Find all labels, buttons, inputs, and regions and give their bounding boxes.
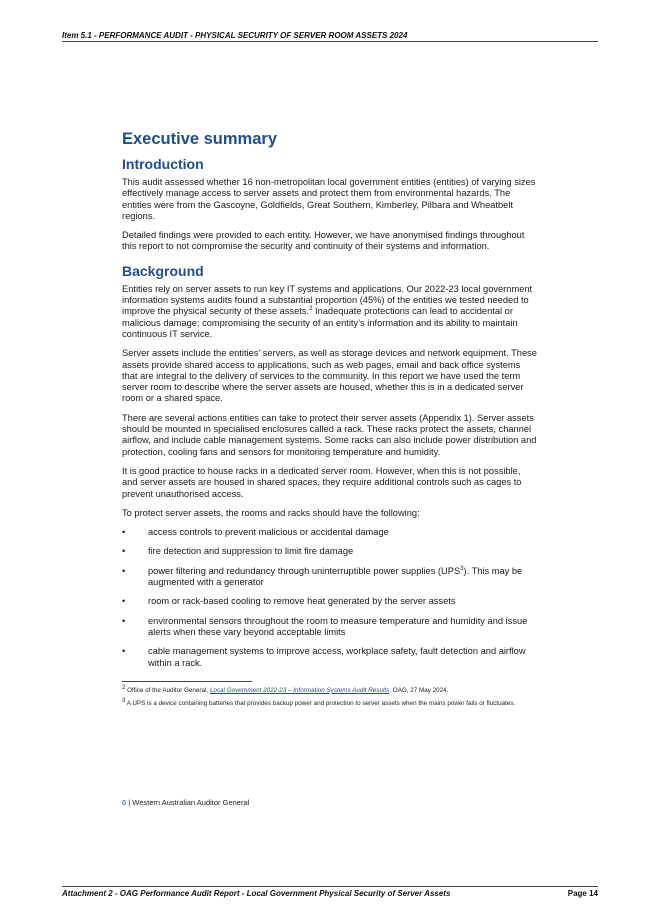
bullet-icon: • [122, 527, 126, 538]
attachment-title: Attachment 2 - OAG Performance Audit Report - Local Government Physical Security of Server Assets [62, 889, 451, 898]
list-item-text: cable management systems to improve access, workplace safety, fault detection and airflow within a rack. [148, 646, 526, 668]
list-item [122, 527, 537, 538]
bullet-icon: • [122, 646, 126, 657]
intro-paragraph-1: This audit assessed whether 16 non-metropolitan local government entities (entities) of varying sizes effectively manage access to server assets and protect them from environmental hazards. The entities were from the Gascoyne, Goldfields, Great Southern, Kimberley, Pilbara and Wheatbelt regions. [122, 177, 536, 221]
footnote-ref-3[interactable]: 3 [460, 565, 464, 572]
protection-list [122, 527, 537, 669]
footnote-ref-2[interactable]: 2 [309, 306, 313, 313]
list-item-text: environmental sensors throughout the room to measure temperature and humidity and issue alerts when these vary beyond acceptable limits [148, 615, 528, 637]
background-paragraph-4: It is good practice to house racks in a dedicated server room. However, when this is not possible, and server assets are housed in shared spaces, they require additional controls such as cages to prevent unauthorised access. [122, 465, 522, 499]
footnote-link[interactable]: Local Government 2022-23 – Information Systems Audit Results [209, 686, 390, 694]
list-item-text-tail: ). This may be augmented with a generator [148, 565, 523, 588]
bullet-icon: • [122, 565, 126, 576]
page-footer-org: Western Australian Auditor General [132, 798, 250, 807]
background-paragraph-2: Server assets include the entities’ servers, as well as storage devices and network equipment. These assets provide shared access to applications, such as web pages, email and back office systems that are integral to the delivery of services to the community. In this report we have used the term server room to describe where the server assets are housed, whether this is in a dedicated server room or a shared space. [122, 348, 537, 404]
intro-paragraph-2: Detailed findings were provided to each entity. However, we have anonymised findings throughout this report to not compromise the security and continuity of their systems and information. [122, 230, 525, 252]
list-item-text: power filtering and redundancy through uninterruptible power supplies (UPS [148, 565, 461, 576]
list-item-text: room or rack-based cooling to remove heat generated by the server assets [148, 596, 456, 607]
footnote-text: , OAG, 27 May 2024. [389, 686, 449, 694]
background-p1-text-b: Inadequate protections can lead to accidental or malicious damage; compromising the security of an entity’s information and its ability to maintain continuous IT service. [122, 306, 518, 339]
running-header: Item 5.1 - PERFORMANCE AUDIT - PHYSICAL SECURITY OF SERVER ROOM ASSETS 2024 [62, 31, 598, 42]
attachment-page-number: Page 14 [567, 889, 598, 898]
footnote-2 [122, 684, 537, 695]
attachment-footer [62, 886, 598, 898]
background-paragraph-5: To protect server assets, the rooms and racks should have the following: [122, 507, 420, 518]
page-title: Executive summary [122, 130, 278, 148]
background-paragraph-3: There are several actions entities can take to protect their server assets (Appendix 1). Server assets should be mounted in specialised enclosures called a rack. These racks protect the assets, channel airflow, and include cable management systems. Some racks can also include power distribution and protection, cooling fans and sensors for monitoring temperature and humidity. [122, 412, 537, 457]
background-paragraph-1 [122, 284, 537, 340]
list-item [122, 616, 537, 639]
page-number: 6 [122, 798, 127, 807]
list-item [122, 546, 537, 557]
footnote-text: Office of the Auditor General, [125, 686, 210, 694]
list-item [122, 596, 537, 607]
background-p1-text-a: Entities rely on server assets to run key IT systems and applications. Our 2022-23 local government information systems audits found a substantial proportion (45%) of the entities we tested needed to improve the physical security of these assets. [122, 283, 533, 317]
bullet-icon: • [122, 615, 126, 626]
footnote-3 [122, 697, 537, 708]
footnote-divider [122, 681, 252, 682]
footnote-number: 2 [122, 684, 126, 691]
section-heading-background: Background [122, 262, 204, 279]
section-heading-introduction: Introduction [122, 156, 204, 172]
page-footer [122, 798, 249, 807]
list-item-text: fire detection and suppression to limit fire damage [148, 546, 354, 557]
list-item [122, 646, 537, 669]
bullet-icon: • [122, 546, 126, 557]
list-item [122, 566, 537, 589]
main-content [122, 130, 537, 713]
bullet-icon: • [122, 596, 126, 607]
footnote-text: A UPS is a device containing batteries that provides backup power and protection to server assets when the mains power fails or fluctuates. [125, 699, 516, 707]
page-footer-separator: | [126, 798, 133, 807]
list-item-text: access controls to prevent malicious or accidental damage [148, 527, 389, 538]
footnote-number: 3 [122, 697, 126, 704]
